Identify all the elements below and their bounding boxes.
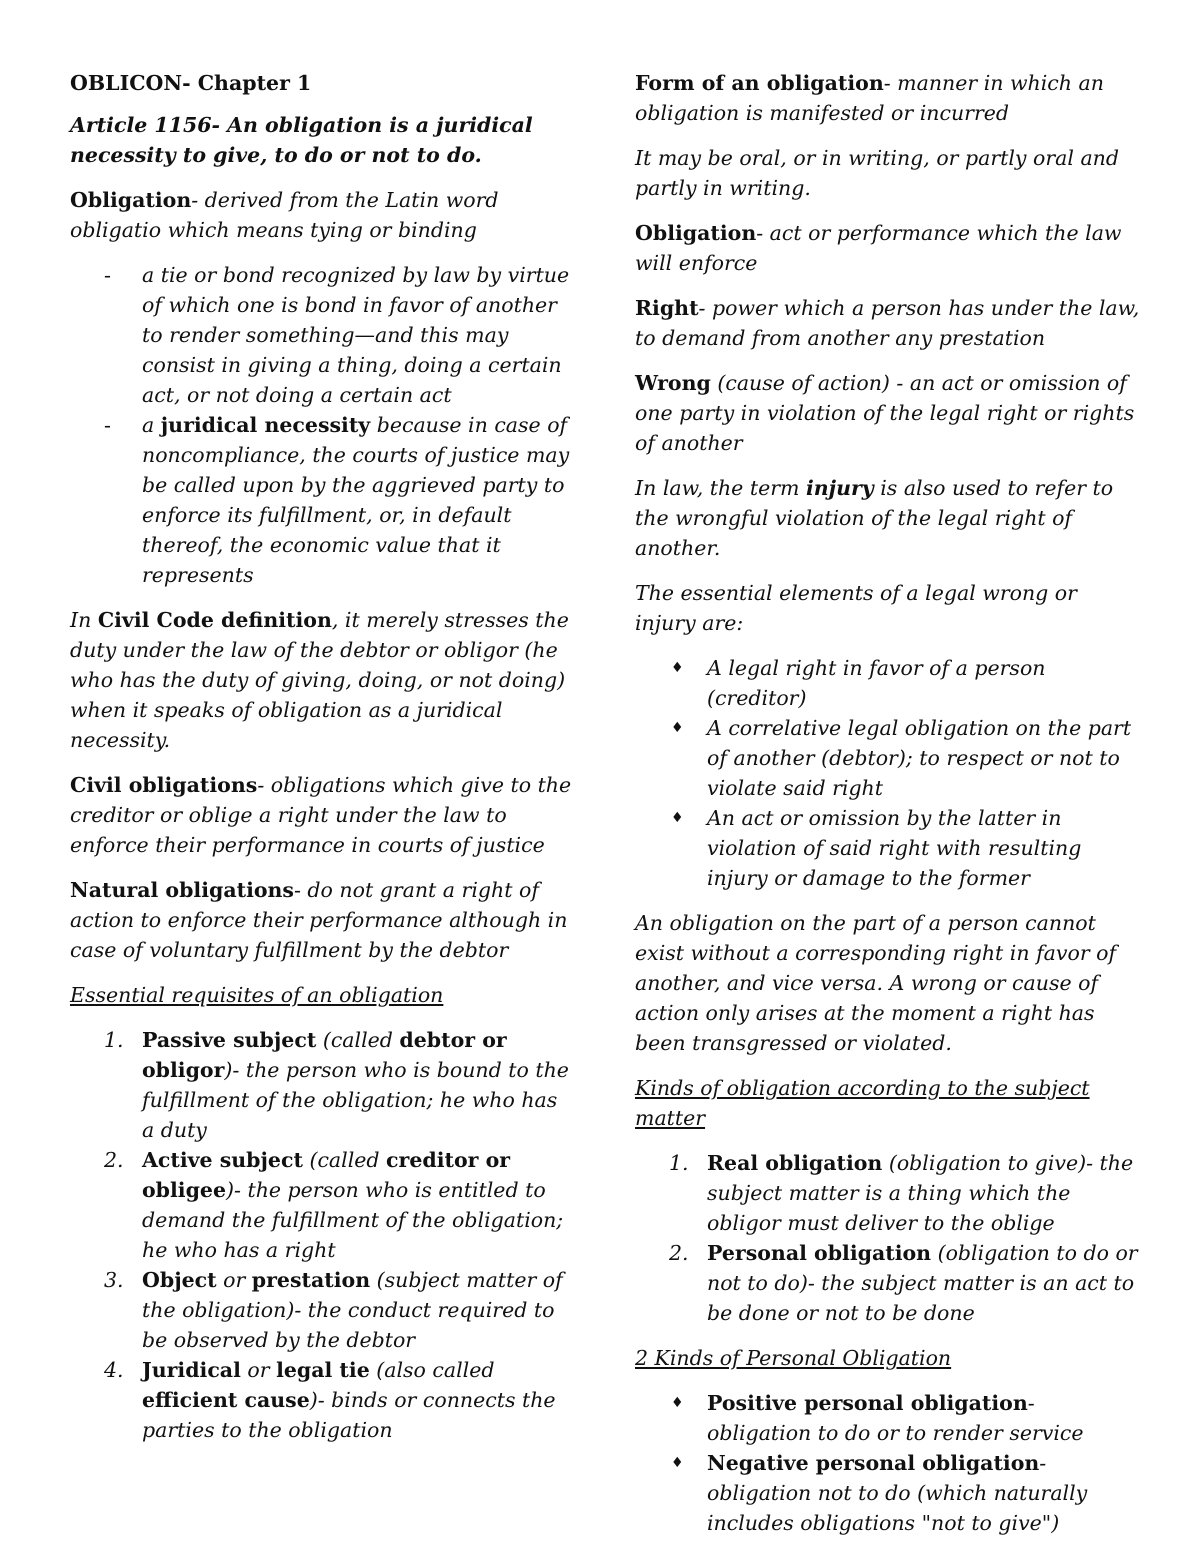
- list-item: [70, 1355, 575, 1445]
- wrong-definition: [635, 368, 1140, 458]
- form-term: Form of an obligation: [635, 71, 884, 95]
- obligation-performance-definition: [635, 218, 1140, 278]
- requisite-term: Active subject: [142, 1148, 303, 1172]
- list-item-text: An act or omission by the latter in violation of said right with resulting injury or damage to the former: [707, 806, 1082, 890]
- right-definition: [635, 293, 1140, 353]
- personal-term: Positive personal obligation: [707, 1391, 1028, 1415]
- list-item-text: - obligation to do or to render service: [707, 1391, 1084, 1445]
- list-item-text: or: [240, 1358, 277, 1382]
- requisite-term: efficient cause: [142, 1388, 310, 1412]
- obligation-definition: [70, 185, 575, 245]
- requisite-term: creditor or obligee: [142, 1148, 511, 1202]
- obligation-term: Obligation: [70, 188, 192, 212]
- right-column: [635, 68, 1140, 1553]
- kind-term: Real obligation: [707, 1151, 883, 1175]
- kinds-heading: Kinds of obligation according to the subject matter: [635, 1076, 1090, 1130]
- list-item: [635, 713, 1140, 803]
- number-marker: 1.: [104, 1028, 124, 1052]
- wrong-def: (cause of action) - an act or omission of one party in violation of the legal right or rights of another: [635, 371, 1135, 455]
- personal-term: Negative personal obligation: [707, 1451, 1040, 1475]
- elements-list: [635, 653, 1140, 893]
- list-item: [70, 1145, 575, 1265]
- diamond-bullet-icon: ♦: [671, 720, 684, 736]
- list-item: [635, 1238, 1140, 1328]
- diamond-bullet-icon: ♦: [671, 1455, 684, 1471]
- number-marker: 1.: [669, 1151, 689, 1175]
- list-item-text: (subject matter of the obligation)- the conduct required to be observed by the debtor: [142, 1268, 563, 1352]
- civil-obligations-definition: [70, 770, 575, 860]
- civil-obligations-term: Civil obligations: [70, 773, 258, 797]
- paragraph-text: In law, the term: [635, 476, 806, 500]
- form-def: - manner in which an obligation is manifested or incurred: [635, 71, 1104, 125]
- personal-list: [635, 1388, 1140, 1538]
- list-item-text: (obligation to give)- the subject matter is a thing which the obligor must deliver to the oblige: [707, 1151, 1134, 1235]
- left-column: [70, 68, 575, 1460]
- dash-marker: -: [104, 263, 111, 287]
- list-item-text: because in case of noncompliance, the courts of justice may be called upon by the aggrieved party to enforce its fulfillment, or, in default thereof, the economic value that it represents: [142, 413, 570, 587]
- requisite-term: prestation: [251, 1268, 371, 1292]
- injury-paragraph: [635, 473, 1140, 563]
- list-item: [635, 803, 1140, 893]
- list-item: [70, 1025, 575, 1145]
- form-definition: [635, 68, 1140, 128]
- correlation-paragraph: An obligation on the part of a person cannot exist without a corresponding right in favor of another, and vice versa. A wrong or cause of action only arises at the moment a right has been transgressed or violated.: [635, 911, 1117, 1055]
- list-item: [70, 1265, 575, 1355]
- requisite-term: debtor or obligor: [142, 1028, 507, 1082]
- form-note: It may be oral, or in writing, or partly oral and partly in writing.: [635, 146, 1120, 200]
- list-item-text: a: [142, 413, 161, 437]
- number-marker: 4.: [104, 1358, 124, 1382]
- list-item: [635, 1148, 1140, 1238]
- requisite-term: Passive subject: [142, 1028, 317, 1052]
- list-item-text: a tie or bond recognized by law by virtue of which one is bond in favor of another to render something—and this may consist in giving a thing, doing a certain act, or not doing a certain act: [142, 263, 570, 407]
- list-item-text: (obligation to do or not to do)- the subject matter is an act to be done or not to be done: [707, 1241, 1138, 1325]
- dash-marker: -: [104, 413, 111, 437]
- elements-intro: The essential elements of a legal wrong or injury are:: [635, 581, 1077, 635]
- number-marker: 2.: [669, 1241, 689, 1265]
- requisite-term: Object: [142, 1268, 217, 1292]
- list-item-text: A legal right in favor of a person (creditor): [707, 656, 1046, 710]
- natural-obligations-def: - do not grant a right of action to enforce their performance although in case of voluntary fulfillment by the debtor: [70, 878, 568, 962]
- article-1156: Article 1156- An obligation is a juridical necessity to give, to do or not to do.: [70, 113, 533, 167]
- right-def: - power which a person has under the law, to demand from another any prestation: [635, 296, 1140, 350]
- personal-heading: 2 Kinds of Personal Obligation: [635, 1346, 952, 1370]
- obligation-term: Obligation: [635, 221, 757, 245]
- natural-obligations-definition: [70, 875, 575, 965]
- number-marker: 2.: [104, 1148, 124, 1172]
- kinds-list: [635, 1148, 1140, 1328]
- requisite-term: legal tie: [276, 1358, 370, 1382]
- list-item-text: )- the person who is bound to the fulfillment of the obligation; he who has a duty: [142, 1058, 569, 1142]
- list-item: [635, 1388, 1140, 1448]
- list-item-text: (also called: [369, 1358, 495, 1382]
- paragraph-text: In: [70, 608, 98, 632]
- list-item-text: - obligation not to do (which naturally includes obligations "not to give"): [707, 1451, 1088, 1535]
- kind-term: Personal obligation: [707, 1241, 932, 1265]
- civil-code-paragraph: [70, 605, 575, 755]
- wrong-term: Wrong: [635, 371, 711, 395]
- list-item-text: )- the person who is entitled to demand the fulfillment of the obligation; he who has a right: [142, 1178, 564, 1262]
- requisite-term: Juridical: [142, 1358, 241, 1382]
- obligation-def: - act or performance which the law will enforce: [635, 221, 1122, 275]
- list-item: [70, 260, 575, 410]
- injury-term: injury: [805, 476, 874, 500]
- list-item-text: )- binds or connects the parties to the obligation: [142, 1388, 556, 1442]
- juridical-necessity-term: juridical necessity: [160, 413, 371, 437]
- requisites-list: [70, 1025, 575, 1445]
- list-item-text: (called: [316, 1028, 400, 1052]
- list-item: [70, 410, 575, 590]
- list-item: [635, 653, 1140, 713]
- diamond-bullet-icon: ♦: [671, 660, 684, 676]
- civil-obligations-def: - obligations which give to the creditor or oblige a right under the law to enforce their performance in courts of justice: [70, 773, 572, 857]
- document-title: OBLICON- Chapter 1: [70, 71, 312, 95]
- list-item-text: (called: [302, 1148, 387, 1172]
- civil-code-term: Civil Code definition: [97, 608, 332, 632]
- requisites-heading: Essential requisites of an obligation: [70, 983, 444, 1007]
- paragraph-text: , it merely stresses the duty under the law of the debtor or obligor (he who has the duty of giving, doing, or not doing) when it speaks of obligation as a juridical necessity.: [70, 608, 569, 752]
- number-marker: 3.: [104, 1268, 124, 1292]
- diamond-bullet-icon: ♦: [671, 1395, 684, 1411]
- right-term: Right: [635, 296, 699, 320]
- obligation-def: - derived from the Latin word obligatio which means tying or binding: [70, 188, 499, 242]
- list-item-text: A correlative legal obligation on the part of another (debtor); to respect or not to violate said right: [707, 716, 1132, 800]
- list-item-text: or: [216, 1268, 252, 1292]
- natural-obligations-term: Natural obligations: [70, 878, 294, 902]
- diamond-bullet-icon: ♦: [671, 810, 684, 826]
- obligation-notes-list: [70, 260, 575, 590]
- paragraph-text: is also used to refer to the wrongful violation of the legal right of another.: [635, 476, 1114, 560]
- list-item: [635, 1448, 1140, 1538]
